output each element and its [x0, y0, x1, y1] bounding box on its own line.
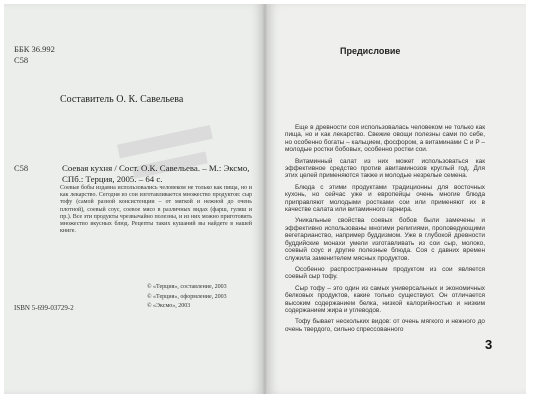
preface-title: Предисловие — [340, 46, 401, 56]
paragraph: Уникальные свойства соевых бобов были замечены и эффективно использованы многими религиями, проповедующими вегетарианство, например буддизмом. Уже в глубокой древности буддийские монахи умели изготавливать из сои сыр, молоко, соевый соус и другие полезные блюда. Соя с давних времен служила заменителем мясных продуктов. — [285, 217, 485, 262]
index-code-top: С58 — [14, 55, 29, 65]
isbn: ISBN 5-699-03729-2 — [14, 304, 74, 312]
copyright-line: © «Эксмо», 2003 — [147, 303, 191, 310]
copyright-block — [147, 283, 259, 312]
paragraph: Особенно распространенным продуктом из сои является соевый сыр тофу. — [285, 265, 485, 281]
paragraph: Блюда с этими продуктами традиционны для восточных кухонь, но сейчас уже и европейцы очень многие блюда приправляют молодыми ростками сои или применяют их в качестве салата или витаминного гарнира. — [285, 183, 485, 214]
preface-body — [285, 124, 485, 337]
page-number: 3 — [485, 337, 493, 352]
paragraph: Тофу бывает нескольких видов: от очень мягкого и нежного до очень твердого, сильно спрессованного — [285, 318, 485, 333]
bbk-code: ББК 36.992 — [14, 44, 55, 54]
compiler-line: Составитель О. К. Савельева — [60, 94, 184, 105]
paragraph: Витаминный салат из них может использоваться как эффективное средство против авитаминозов круглый год. Для этих целей применяются также и молодые незрелые семена. — [285, 157, 485, 180]
copyright-line: © «Терция», оформление, 2003 — [147, 293, 227, 300]
index-code: С58 — [14, 163, 29, 173]
paragraph: Сыр тофу – это один из самых универсальных и экономичных белковых продуктов, какие только существуют. Он отличается высоким содержанием белка, низкой калорийностью и низким содержанием жира и углеводов. — [285, 284, 485, 314]
annotation-text: Соевые бобы издавна использовались человеком не только как пища, но и как лекарство. Сегодня из сои изготавливается множество продуктов: сыр тофу (самой разной консистенции – от мягкой и нежной до очень плотной), соевый соус, соевое мясо в различных видах (фарш, гуляш и пр.). Все эти продукты чрезвычайно полезны, и из них можно приготовить множество вкусных блюд. Рецепты таких кушаний вы найдете в нашей книге. — [60, 185, 252, 235]
paragraph: Еще в древности соя использовалась человеком не только как пища, но и как лекарство. Свежие овощи полезны сами по себе, но особенно богаты – кальцием, фосфором, а витаминами С и Р – молодые ростки бобовых, особенно ростки сои. — [285, 124, 485, 154]
copyright-line: © «Терция», составление, 2003 — [147, 284, 227, 290]
bibliographic-entry: Соевая кухня / Сост. О.К. Савельева. – М.: Эксмо, СПб.: Терция, 2005. – 64 с. — [62, 163, 250, 184]
